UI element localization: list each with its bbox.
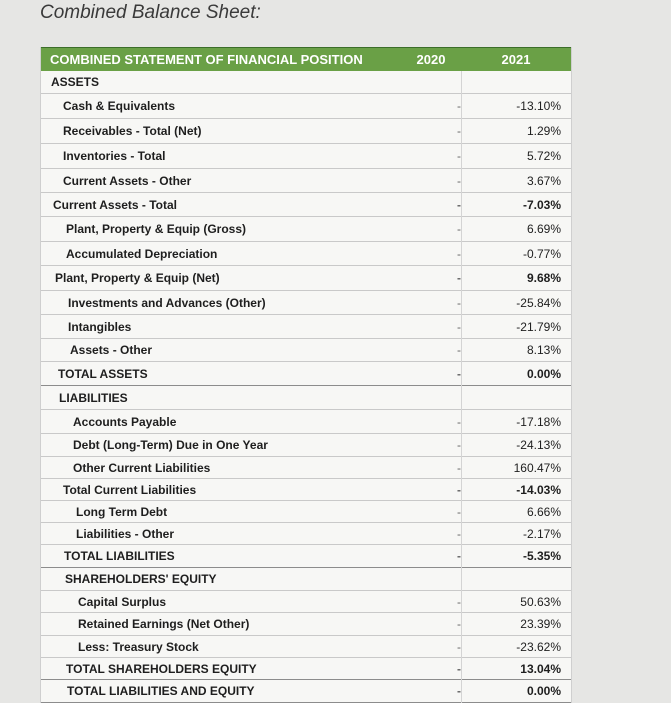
value-2020-text: - [457,639,461,654]
value-2020-text: - [457,295,461,310]
value-2020-text: - [457,414,461,429]
value-2020-text: - [457,526,461,541]
value-2020 [401,438,461,452]
value-2020-text: - [457,271,461,285]
value-2020 [401,174,461,188]
value-2020 [401,505,461,519]
value-2020 [401,367,461,381]
value-2021: -25.84% [516,295,561,310]
column-divider [461,71,462,703]
table-row [41,523,571,545]
value-2021: 8.13% [526,343,561,357]
table-row [41,591,571,613]
row-label: TOTAL LIABILITIES [64,549,175,563]
value-2020 [401,595,461,609]
row-label: Plant, Property & Equip (Net) [55,271,220,285]
row-label: Retained Earnings (Net Other) [78,617,250,631]
table-row [41,613,571,636]
value-2021: 0.00% [526,684,561,698]
row-label: TOTAL ASSETS [58,366,148,381]
table-row [41,457,571,479]
value-2020 [401,247,461,261]
page-title: Combined Balance Sheet: [40,2,261,23]
value-2020-text: - [457,99,461,113]
row-label: ASSETS [51,75,100,89]
value-2021: -7.03% [522,197,561,212]
table-body [41,71,571,703]
table-row [41,339,571,362]
value-2020 [401,572,461,586]
table-row [41,266,571,291]
table-row [41,119,571,144]
row-label: Other Current Liabilities [73,460,211,475]
value-2020 [401,527,461,541]
value-2020 [401,415,461,429]
value-2020-text: - [457,661,461,676]
value-2021: 160.47% [513,460,561,475]
row-label: SHAREHOLDERS' EQUITY [65,572,217,586]
value-2020 [401,684,461,698]
value-2020 [401,124,461,138]
value-2021: -5.35% [522,549,561,563]
value-2020-text: - [457,197,461,212]
row-label: Long Term Debt [76,504,168,519]
value-2020 [401,461,461,475]
table-header [41,47,571,71]
value-2021: 6.69% [526,222,561,236]
row-label: Cash & Equivalents [63,99,176,113]
value-2020-text: - [457,504,461,519]
value-2021: -13.10% [516,99,561,113]
value-2020-text: - [457,438,461,452]
table-row [41,291,571,315]
row-label: LIABILITIES [59,390,128,405]
row-label: Assets - Other [70,343,153,357]
table-row [41,636,571,658]
row-label: Less: Treasury Stock [78,639,199,654]
value-2020-text: - [457,594,461,609]
table-row [41,479,571,501]
row-label: Total Current Liabilities [63,482,197,497]
value-2020 [401,391,461,405]
value-2021: -24.13% [516,438,561,452]
value-2021: -2.17% [522,526,561,541]
value-2020 [401,296,461,310]
value-2020 [401,343,461,357]
table-row [41,501,571,523]
header-2021: 2021 [501,51,531,67]
table-row [41,362,571,386]
table-row [41,144,571,169]
value-2020-text: - [457,460,461,475]
row-label: Accounts Payable [73,414,177,429]
table-row [41,217,571,242]
table-row [41,169,571,193]
value-2020 [401,75,461,89]
value-2020-text: - [457,482,461,497]
value-2020-text: - [457,149,461,163]
value-2020 [401,222,461,236]
value-2020-text: - [457,222,461,236]
row-label: TOTAL LIABILITIES AND EQUITY [67,684,255,698]
value-2021: 23.39% [520,617,561,631]
value-2021: 1.29% [526,124,561,138]
table-row [41,658,571,680]
value-2020 [401,617,461,631]
value-2021: 9.68% [526,271,561,285]
value-2021: -0.77% [522,246,561,261]
section-header-row [41,71,571,94]
row-label: TOTAL SHAREHOLDERS EQUITY [66,661,257,676]
value-2020-text: - [457,684,461,698]
row-label: Debt (Long-Term) Due in One Year [73,438,268,452]
balance-sheet-table [40,47,572,703]
value-2020-text: - [457,246,461,261]
value-2020 [401,149,461,163]
row-label: Plant, Property & Equip (Gross) [66,222,247,236]
value-2020 [401,662,461,676]
value-2021: 6.66% [526,504,561,519]
section-header-row [41,568,571,591]
value-2020 [401,640,461,654]
table-row [41,315,571,339]
value-2020 [401,483,461,497]
value-2020-text: - [457,549,461,563]
value-2020-text: - [457,366,461,381]
row-label: Liabilities - Other [76,526,175,541]
row-label: Receivables - Total (Net) [63,124,202,138]
value-2020 [401,320,461,334]
value-2020 [401,198,461,212]
section-header-row [41,386,571,410]
value-2021: 13.04% [520,661,561,676]
value-2021: -23.62% [516,639,561,654]
row-label: Inventories - Total [63,149,166,163]
table-row [41,410,571,434]
value-2021: 3.67% [526,173,561,188]
value-2020 [401,271,461,285]
value-2020-text: - [457,617,461,631]
value-2021: -21.79% [516,319,561,334]
row-label: Capital Surplus [78,594,167,609]
value-2021: 50.63% [520,594,561,609]
value-2021: -14.03% [516,482,561,497]
table-row [41,434,571,457]
header-2020: 2020 [416,51,446,67]
value-2020 [401,99,461,113]
value-2020 [401,549,461,563]
row-label: Investments and Advances (Other) [68,295,266,310]
table-row [41,94,571,119]
table-row [41,193,571,217]
value-2020-text: - [457,124,461,138]
row-label: Intangibles [68,319,132,334]
header-label: COMBINED STATEMENT OF FINANCIAL POSITION [50,51,363,67]
value-2021: -17.18% [516,414,561,429]
table-row [41,242,571,266]
row-label: Current Assets - Total [53,197,178,212]
row-label: Accumulated Depreciation [66,246,218,261]
value-2020-text: - [457,173,461,188]
value-2021: 0.00% [526,366,561,381]
row-label: Current Assets - Other [63,173,192,188]
table-row [41,545,571,568]
value-2020-text: - [457,319,461,334]
value-2020-text: - [457,343,461,357]
value-2021: 5.72% [526,149,561,163]
